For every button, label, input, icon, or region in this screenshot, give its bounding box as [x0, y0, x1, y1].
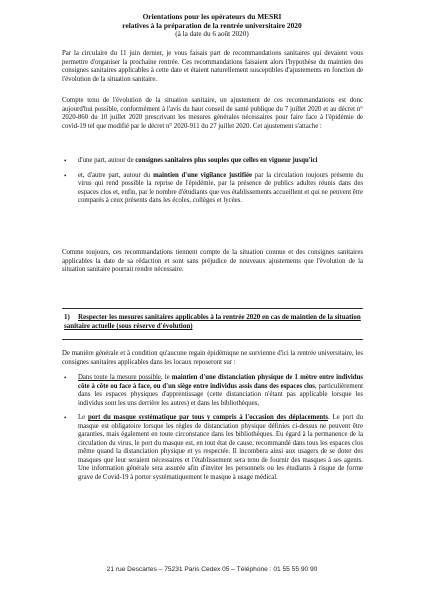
adjustment-list [62, 157, 363, 212]
title-line-2: relatives à la préparation de la rentrée universitaire 2020 [122, 21, 302, 31]
document-title [40, 12, 384, 31]
bullet-icon: • [64, 374, 67, 382]
bullet-icon: • [64, 171, 67, 180]
footer-address: 21 rue Descartes – 75231 Paris Cedex 05 – Téléphone : 01 55 55 90 90 [106, 566, 318, 573]
list-item: • et, d'autre part, autour du maintien d'une vigilance justifiée par la circulation toujours présente du virus qui rend possible la reprise de l'épidémie, par la présence de publics adultes réunis dans des espaces clos et, enfin, par le nombre d'étudiants que vos établissements accueillent et qui ne peuvent être comparés à ceux présents dans les écoles, collèges et lycées. [64, 171, 363, 204]
list-item: • Dans toute la mesure possible, le maintien d'une distanciation physique de 1 mètre entre individus côte à côte ou face à face, ou d'un siège entre individus assis dans des espaces clos, particulièrement dans les espaces physiques d'apprentissage (cette distanciation n'étant pas applicable lorsque les individus sont les uns derrière les autres) et dans les bibliothèques, [64, 374, 363, 407]
list-item: • Le port du masque systématique par tous y compris à l'occasion des déplacements. Le port du masque est obligatoire lorsque les règles de distanciation physique définies ci-dessus ne peuvent être garanties, mais également en toute circonstance dans les bibliothèques. Eu égard à la permanence de la circulation du virus, le port du masque est, en tout état de cause, recommandé dans tous les espaces clos même quand la distanciation physique et ys respectée. Il incombera ainsi aux usagers de se doter des masques que leur seraient nécessaires et l'établissement sera tenu de fournir des masques à ses agents. Une information générale sera assurée afin d'inviter les personnels ou les étudiants à risque de forme grave de Covid-19 à porter systématiquement le masque à usage médical. [64, 414, 363, 481]
bullet-icon: • [64, 157, 67, 165]
intro-paragraph-2: Compte tenu de l'évolution de la situation sanitaire, un ajustement de ces recommandations est donc aujourd'hui possible, conformément à l'avis du haut conseil de santé publique du 7 juillet 2020 et au décret n° 2020-860 du 10 juillet 2020 prescrivant les mesures générales nécessaires pour faire face à l'épidémie de covid-19 tel que modifié par le décret n° 2020-911 du 27 juillet 2020. Cet ajustement s'attache : [62, 97, 363, 130]
section-number: 1) [64, 313, 70, 321]
measures-list [62, 374, 363, 488]
list-item: • d'une part, autour de consignes sanitaires plus souples que celles en vigueur jusqu'ici [64, 157, 318, 165]
section-1-title: 1) Respecter les mesures sanitaires applicables à la rentrée 2020 en cas de maintien de la situation sanitaire actuelle (sous réserve d'évolution) [64, 313, 361, 330]
date-note: (à la date du 6 août 2020) [175, 30, 249, 38]
bullet-icon: • [64, 414, 67, 422]
intro-paragraph-1: Par la circulaire du 11 juin dernier, je vous faisais part de recommandations sanitaires qui devaient vous permettre d'organiser la prochaine rentrée. Ces recommandations faisaient alors l'hypothèse du maintien des consignes sanitaires applicables à cette date et étaient naturellement susceptibles d'ajustements en fonction de l'évolution de la situation sanitaire. [62, 50, 363, 83]
title-line-1: Orientations pour les opérateurs du MESRI [142, 12, 282, 21]
paragraph-3: Comme toujours, ces recommandations tiennent compte de la situation connue et des consignes sanitaires applicables la date de sa rédaction et sont sans préjudice de nouveaux ajustements que l'évolution de la situation sanitaire pourrait rendre nécessaire. [62, 249, 363, 273]
paragraph-4: De manière générale et à condition qu'aucune regain épidémique ne survienne d'ici la rentrée universitaire, les consignes sanitaires applicables dans les locaux reposeront sur : [62, 350, 363, 366]
